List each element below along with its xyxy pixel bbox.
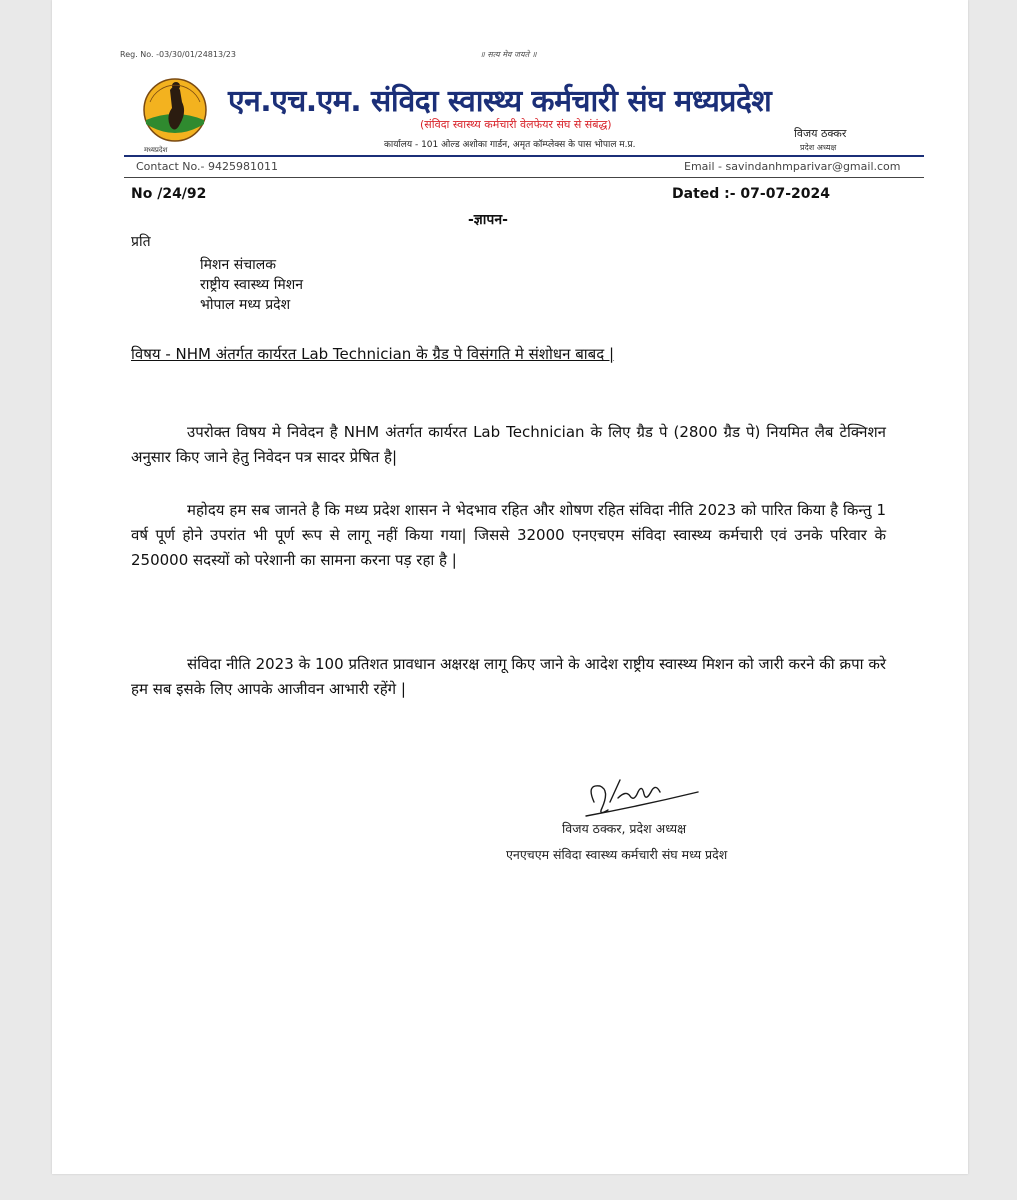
address-line: भोपाल मध्य प्रदेश xyxy=(200,297,291,313)
affiliation-line: (संविदा स्वास्थ्य कर्मचारी वेलफेयर संघ से संबंद्ध) xyxy=(420,118,612,131)
office-address: कार्यालय - 101 ओल्ड अशोका गार्डन, अमृत कॉम्प्लेक्स के पास भोपाल म.प्र. xyxy=(384,140,636,150)
address-line: मिशन संचालक xyxy=(200,257,276,273)
contact-number: Contact No.- 9425981011 xyxy=(136,160,279,173)
signatory-name: विजय ठक्कर, प्रदेश अध्यक्ष xyxy=(562,821,687,836)
contact-divider xyxy=(124,177,924,178)
to-label: प्रति xyxy=(131,234,151,250)
letter-title: -ज्ञापन- xyxy=(468,212,508,228)
letter-date: Dated :- 07-07-2024 xyxy=(672,186,830,202)
subject-line: विषय - NHM अंतर्गत कार्यरत Lab Technician के ग्रैड पे विसंगति मे संशोधन बाबद | xyxy=(131,345,615,363)
signatory-organization: एनएचएम संविदा स्वास्थ्य कर्मचारी संघ मध्य प्रदेश xyxy=(506,847,728,862)
signature-icon xyxy=(580,772,700,822)
body-paragraph: महोदय हम सब जानते है कि मध्य प्रदेश शासन ने भेदभाव रहित और शोषण रहित संविदा नीति 2023 को पारित किया है किन्तु 1 वर्ष पूर्ण होने उपरांत भी पूर्ण रूप से लागू नहीं किया गया| जिससे 32000 एनएचएम संविदा स्वास्थ्य कर्मचारी एवं उनके परिवार के 250000 सदस्यों को परेशानी का सामना करना पड़ रहा है | xyxy=(131,501,886,569)
organization-title: एन.एच.एम. संविदा स्वास्थ्य कर्मचारी संघ मध्यप्रदेश xyxy=(228,84,772,119)
union-logo-icon xyxy=(140,72,210,154)
body-paragraph: संविदा नीति 2023 के 100 प्रतिशत प्रावधान अक्षरक्ष लागू किए जाने के आदेश राष्ट्रीय स्वास्थ्य मिशन को जारी करने की क्रपा करे हम सब इसके लिए आपके आजीवन आभारी रहेंगे | xyxy=(131,655,886,698)
registration-number: Reg. No. -03/30/01/24813/23 xyxy=(120,50,236,59)
address-line: राष्ट्रीय स्वास्थ्य मिशन xyxy=(200,277,304,293)
logo-caption: मध्यप्रदेश xyxy=(144,146,168,154)
body-paragraph: उपरोक्त विषय मे निवेदन है NHM अंतर्गत कार्यरत Lab Technician के लिए ग्रैड पे (2800 ग्रैड पे) नियमित लैब टेक्निशन अनुसार किए जाने हेतु निवेदन पत्र सादर प्रेषित है| xyxy=(131,423,886,466)
motto: ॥ सत्य मेव जयते ॥ xyxy=(480,50,537,59)
president-name: विजय ठक्कर xyxy=(794,127,847,140)
header-divider xyxy=(124,155,924,157)
reference-number: No /24/92 xyxy=(131,186,207,202)
president-role: प्रदेश अध्यक्ष xyxy=(800,143,837,152)
email-address: Email - savindanhmparivar@gmail.com xyxy=(684,160,901,173)
letter-page xyxy=(52,0,968,1174)
